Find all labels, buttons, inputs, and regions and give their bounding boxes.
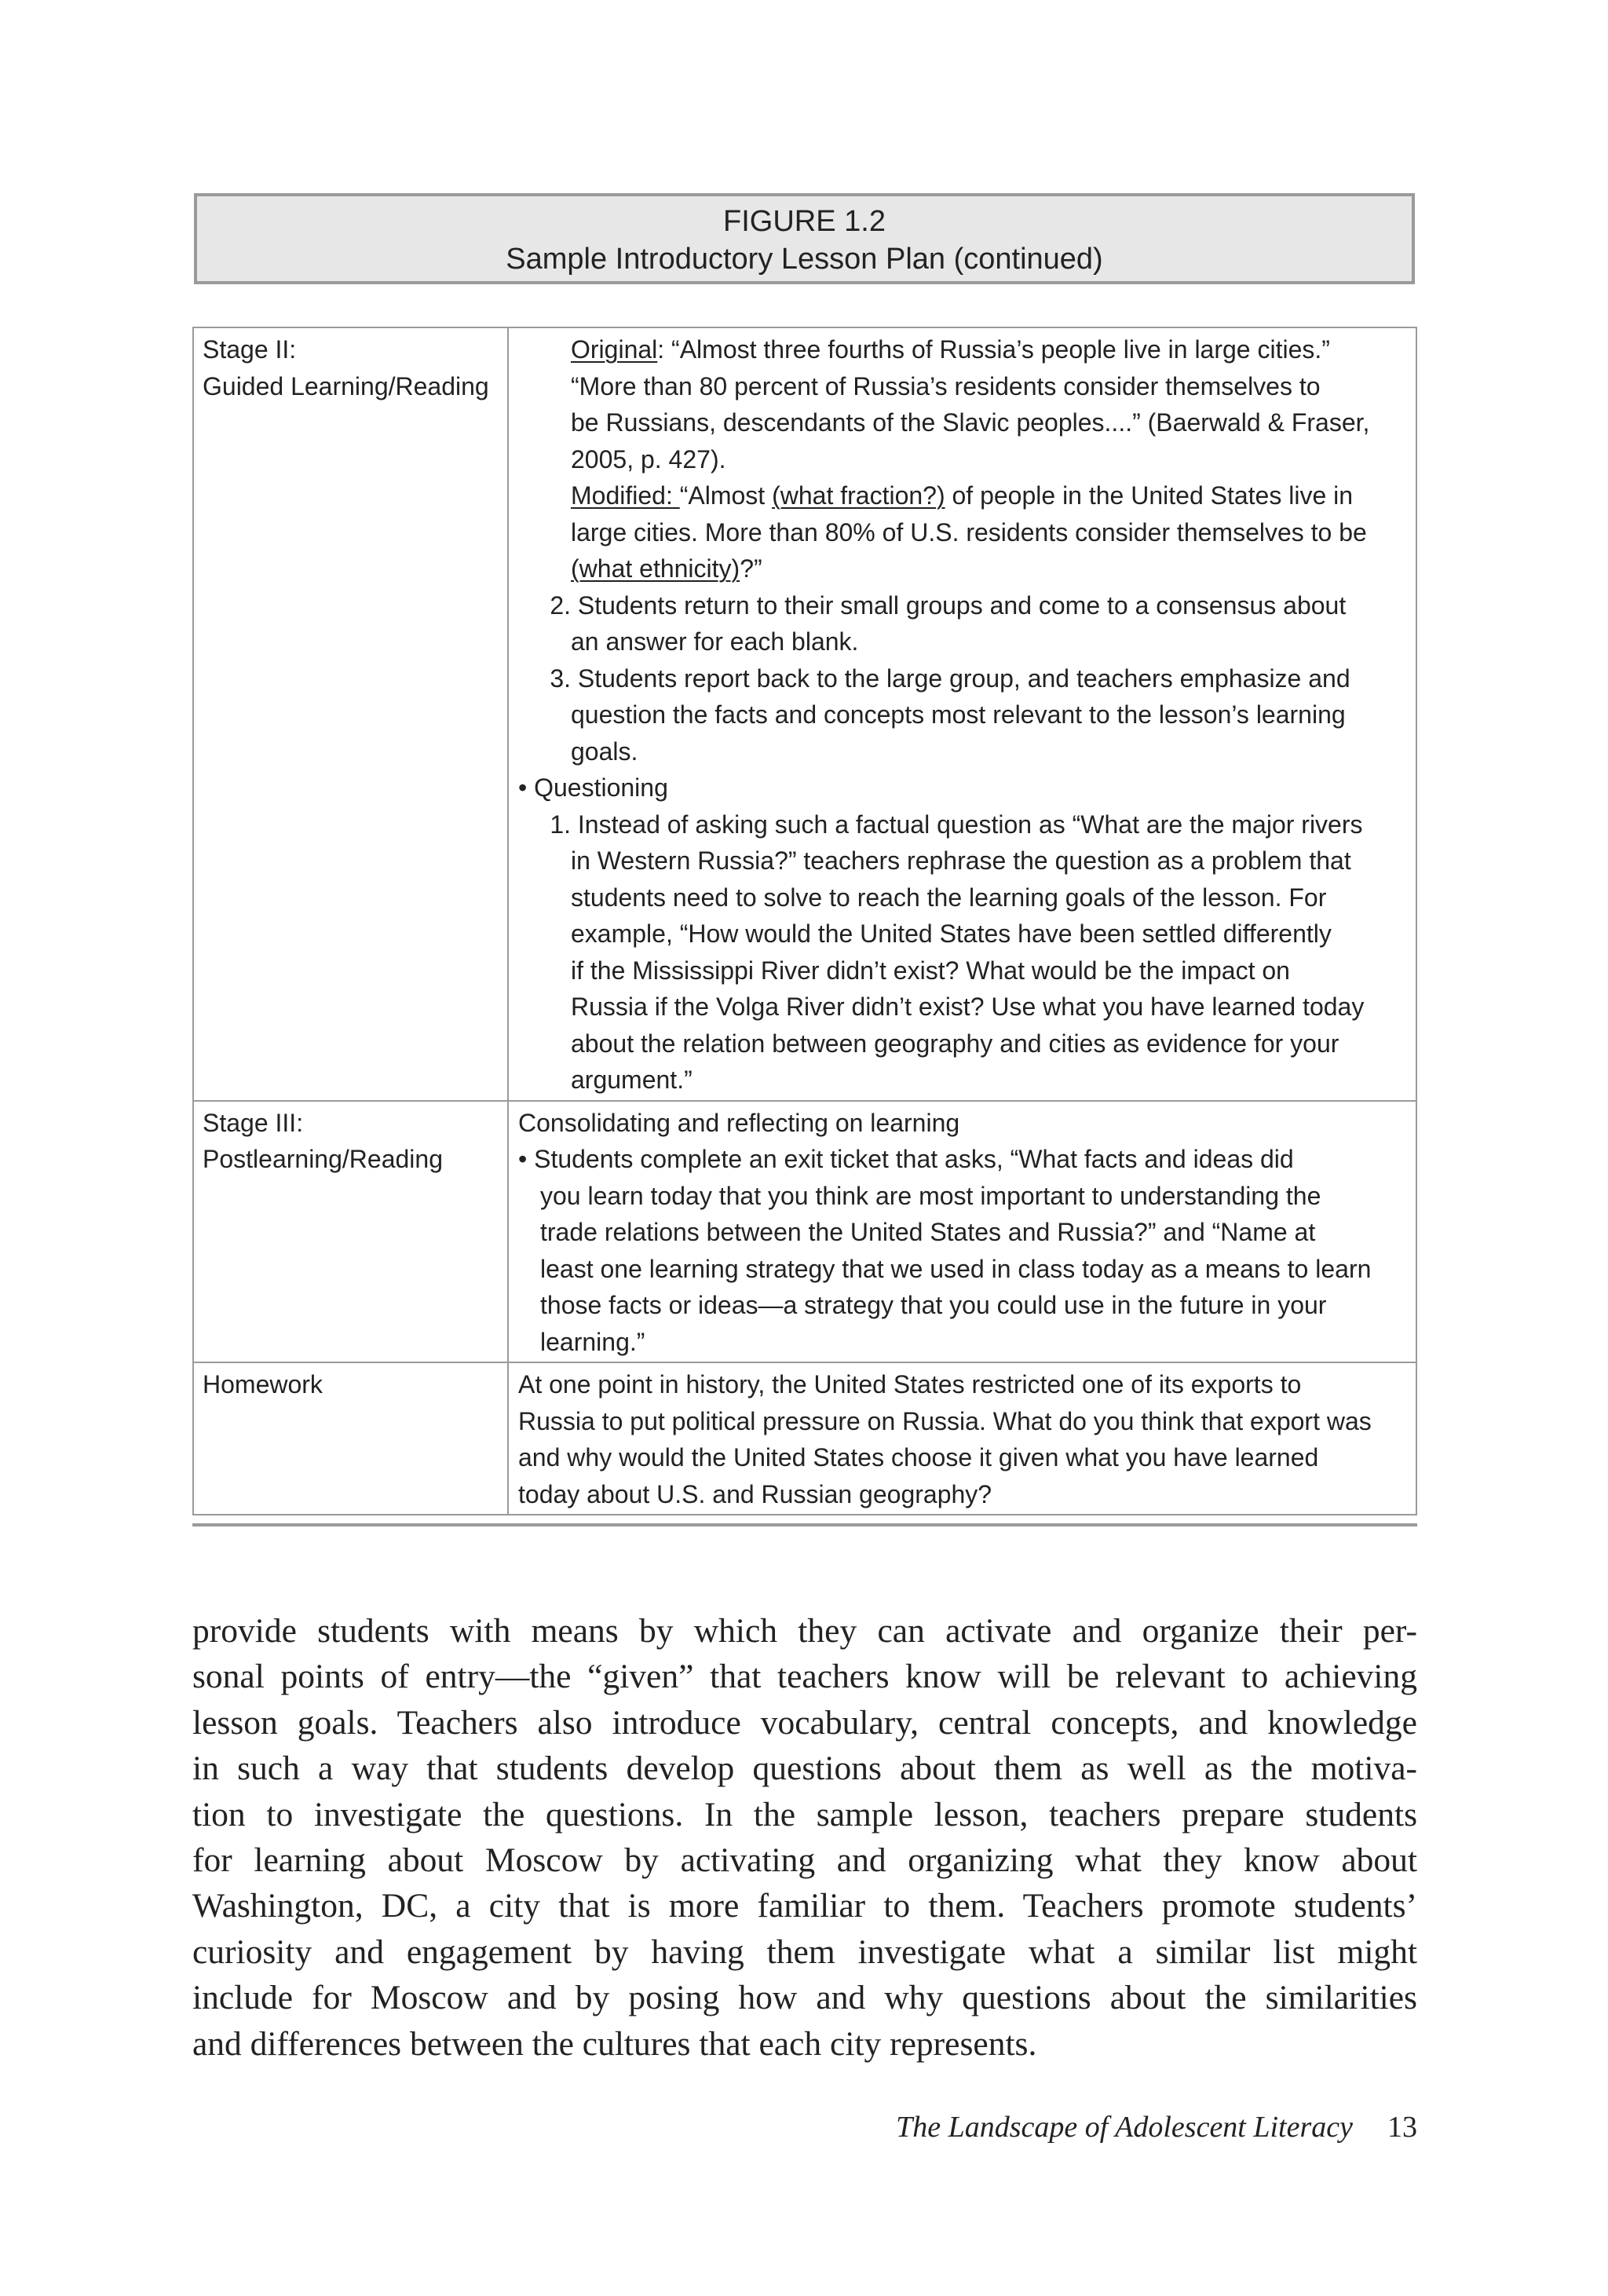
- stage-label-line: Homework: [203, 1370, 323, 1398]
- content-line: Original: “Almost three fourths of Russia’s people live in large cities.”: [571, 335, 1330, 364]
- stage-label-line: Stage II:: [203, 335, 297, 364]
- body-line: in such a way that students develop questions about them as well as the motiva-: [192, 1749, 1417, 1788]
- content-line: Russia if the Volga River didn’t exist? Use what you have learned today: [571, 993, 1365, 1021]
- content-line: learning.”: [540, 1327, 645, 1356]
- content-line: large cities. More than 80% of U.S. residents consider themselves to be: [571, 517, 1367, 547]
- body-line: for learning about Moscow by activating and organizing what they know about: [192, 1841, 1417, 1880]
- content-line: be Russians, descendants of the Slavic peoples....” (Baerwald & Fraser,: [571, 408, 1370, 437]
- blank-what-ethnicity: (what ethnicity): [571, 554, 740, 583]
- stage-label-line: Stage III:: [203, 1108, 304, 1137]
- figure-title: Sample Introductory Lesson Plan (continued): [506, 243, 1103, 276]
- content-line: 2. Students return to their small groups and come to a consensus about: [518, 587, 1409, 624]
- stage-content-cell: [508, 1362, 1416, 1515]
- table-row-stage-2: [193, 327, 1416, 1101]
- modified-label: Modified:: [571, 481, 680, 510]
- body-line: lesson goals. Teachers also introduce vocabulary, central concepts, and knowledge: [192, 1703, 1417, 1742]
- bullet-questioning: • Questioning: [518, 773, 668, 802]
- blank-what-fraction: (what fraction?): [772, 481, 945, 510]
- page-number: 13: [1387, 2111, 1417, 2144]
- stage-label-line: Postlearning/Reading: [203, 1145, 443, 1173]
- content-line: example, “How would the United States have been settled differently: [571, 919, 1332, 948]
- content-line: goals.: [571, 737, 638, 766]
- content-line: Russia to put political pressure on Russia. What do you think that export was: [518, 1406, 1372, 1435]
- list-number: 3.: [550, 664, 571, 693]
- content-line: Modified: “Almost (what fraction?) of people in the United States live in: [571, 481, 1354, 510]
- original-label: Original: [571, 335, 658, 364]
- stage-content-cell: [508, 1101, 1416, 1363]
- body-line: and differences between the cultures that each city represents.: [192, 2024, 1037, 2063]
- content-line: about the relation between geography and cities as evidence for your: [571, 1029, 1339, 1058]
- content-line: an answer for each blank.: [571, 627, 859, 656]
- figure-header: [194, 193, 1415, 284]
- content-line: in Western Russia?” teachers rephrase the question as a problem that: [571, 846, 1351, 875]
- table-row-stage-3: [193, 1101, 1416, 1363]
- stage-label-cell: [193, 327, 508, 1101]
- table-row-homework: [193, 1362, 1416, 1515]
- list-number: 2.: [550, 590, 571, 620]
- content-line: 1. Instead of asking such a factual question as “What are the major rivers: [518, 806, 1409, 843]
- content-line: 3. Students report back to the large group, and teachers emphasize and: [518, 660, 1409, 697]
- content-line: 2005, p. 427).: [571, 444, 726, 473]
- content-line: argument.”: [571, 1066, 693, 1094]
- figure-label: FIGURE 1.2: [723, 205, 886, 238]
- content-line: and why would the United States choose it given what you have learned: [518, 1443, 1319, 1472]
- content-line: Consolidating and reflecting on learning: [518, 1108, 960, 1137]
- content-line: students need to solve to reach the learning goals of the lesson. For: [571, 883, 1327, 912]
- stage-label-cell: [193, 1101, 508, 1363]
- running-title: The Landscape of Adolescent Literacy: [896, 2111, 1353, 2144]
- content-line: question the facts and concepts most relevant to the lesson’s learning: [571, 700, 1346, 729]
- content-line: trade relations between the United States and Russia?” and “Name at: [540, 1218, 1316, 1246]
- content-line: At one point in history, the United States restricted one of its exports to: [518, 1370, 1302, 1398]
- stage-label-cell: [193, 1362, 508, 1515]
- stage-label-line: Guided Learning/Reading: [203, 371, 489, 400]
- content-line: those facts or ideas—a strategy that you could use in the future in your: [540, 1291, 1327, 1319]
- content-line: “More than 80 percent of Russia’s residents consider themselves to: [571, 371, 1321, 400]
- content-line: (what ethnicity)?”: [571, 554, 762, 583]
- content-line: if the Mississippi River didn’t exist? What would be the impact on: [571, 956, 1290, 985]
- body-line: curiosity and engagement by having them investigate what a similar list might: [192, 1932, 1417, 1971]
- content-line: least one learning strategy that we used in class today as a means to learn: [540, 1254, 1372, 1283]
- body-line: sonal points of entry—the “given” that teachers know will be relevant to achieving: [192, 1658, 1417, 1696]
- page-footer: [896, 2109, 1417, 2145]
- body-line: tion to investigate the questions. In the sample lesson, teachers prepare students: [192, 1795, 1417, 1834]
- content-line: today about U.S. and Russian geography?: [518, 1479, 992, 1508]
- content-line: • Students complete an exit ticket that asks, “What facts and ideas did: [518, 1145, 1294, 1173]
- table-bottom-rule: [192, 1523, 1417, 1526]
- body-line: include for Moscow and by posing how and why questions about the similarities: [192, 1979, 1417, 2017]
- body-line: provide students with means by which they can activate and organize their per-: [192, 1612, 1417, 1650]
- body-paragraph: [192, 1608, 1417, 2067]
- lesson-plan-table: [192, 327, 1417, 1515]
- list-number: 1.: [550, 810, 571, 839]
- body-line: Washington, DC, a city that is more familiar to them. Teachers promote students’: [192, 1887, 1417, 1925]
- stage-content-cell: [508, 327, 1416, 1101]
- content-line: you learn today that you think are most important to understanding the: [540, 1181, 1321, 1210]
